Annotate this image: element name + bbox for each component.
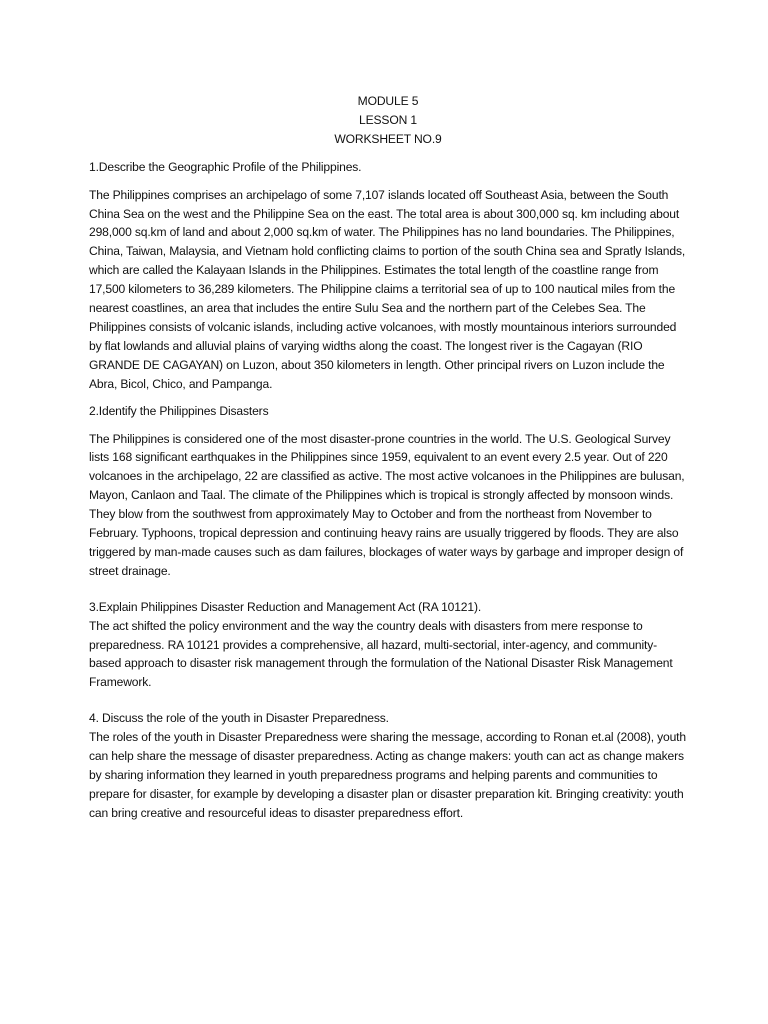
question-1: 1.Describe the Geographic Profile of the Philippines. — [89, 159, 362, 174]
answer-3: The act shifted the policy environment and the way the country deals with disasters from mere response to preparedness. RA 10121 provides a comprehensive, all hazard, multi-sectorial, inter-agency, and community-based approach to disaster risk management through the formulation of the National Disaster Risk Management Framework. — [89, 618, 673, 690]
worksheet-header — [88, 92, 688, 149]
answer-4: The roles of the youth in Disaster Preparedness were sharing the message, according to Ronan et.al (2008), youth can help share the message of disaster preparedness. Acting as change makers: youth can act as change makers by sharing information they learned in youth preparedness programs and helping parents and communities to prepare for disaster, for example by developing a disaster plan or disaster preparation kit. Bringing creativity: youth can bring creative and resourceful ideas to disaster preparedness effort. — [89, 730, 686, 820]
answer-1: The Philippines comprises an archipelago of some 7,107 islands located off Southeast Asia, between the South China Sea on the west and the Philippine Sea on the east. The total area is about 300,000 sq. km including about 298,000 sq.km of land and about 2,000 sq.km of water. The Philippines has no land boundaries. The Philippines, China, Taiwan, Malaysia, and Vietnam hold conflicting claims to portion of the south China sea and Spratly Islands, which are called the Kalayaan Islands in the Philippines. Estimates the total length of the coastline range from 17,500 kilometers to 36,289 kilometers. The Philippine claims a territorial sea of up to 100 nautical miles from the nearest coastlines, an area that includes the entire Sulu Sea and the northern part of the Celebes Sea. The Philippines consists of volcanic islands, including active volcanoes, with mostly mountainous interiors surrounded by flat lowlands and alluvial plains of varying widths along the coast. The longest river is the Cagayan (RIO GRANDE DE CAGAYAN) on Luzon, about 350 kilometers in length. Other principal rivers on Luzon include the Abra, Bicol, Chico, and Pampanga. — [89, 187, 686, 391]
worksheet-content — [89, 92, 689, 823]
question-2: 2.Identify the Philippines Disasters — [89, 403, 269, 418]
question-3: 3.Explain Philippines Disaster Reduction and Management Act (RA 10121). — [89, 599, 482, 614]
lesson-heading: LESSON 1 — [359, 112, 417, 127]
answer-2: The Philippines is considered one of the most disaster-prone countries in the world. The U.S. Geological Survey lists 168 significant earthquakes in the Philippines since 1959, equivalent to an event every 2.5 year. Out of 220 volcanoes in the archipelago, 22 are classified as active. The most active volcanoes in the Philippines are bulusan, Mayon, Canlaon and Taal. The climate of the Philippines which is tropical is strongly affected by monsoon winds. They blow from the southwest from approximately May to October and from the northeast from November to February. Typhoons, tropical depression and continuing heavy rains are usually triggered by floods. They are also triggered by man-made causes such as dam failures, blockages of water ways by garbage and improper design of street drainage. — [89, 431, 685, 578]
worksheet-heading: WORKSHEET NO.9 — [334, 131, 442, 146]
module-heading: MODULE 5 — [357, 94, 419, 108]
question-4: 4. Discuss the role of the youth in Disaster Preparedness. — [89, 711, 389, 726]
